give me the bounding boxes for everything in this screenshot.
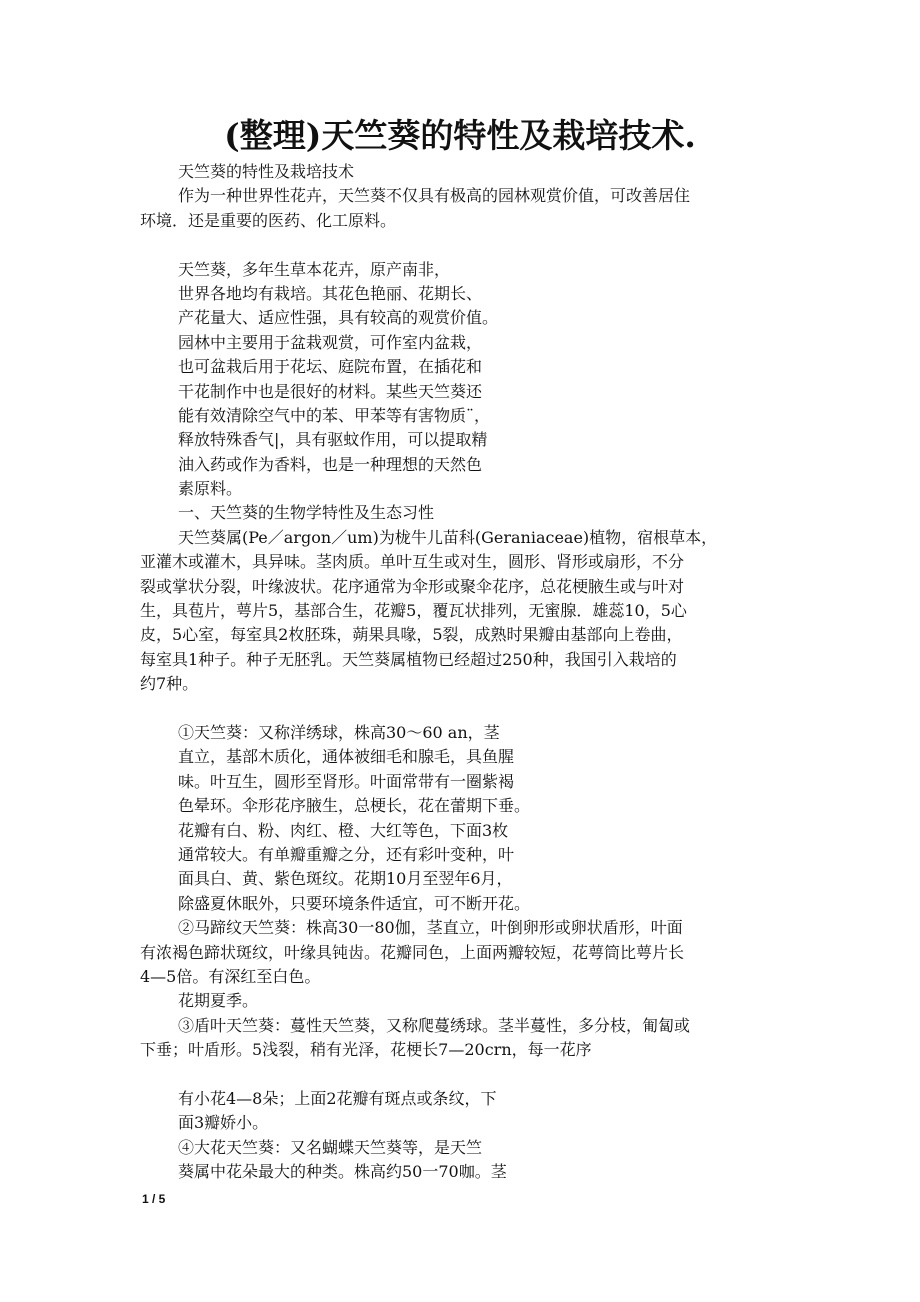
document-body xyxy=(140,160,772,1184)
paragraph-line: 世界各地均有栽培。其花色艳丽、花期长、 xyxy=(178,283,483,303)
subtitle-line: 天竺葵的特性及栽培技术 xyxy=(178,162,355,181)
blank-line xyxy=(140,233,772,257)
paragraph-line: 味。叶互生，圆形至肾形。叶面常带有一圈紫褐 xyxy=(178,771,515,791)
paragraph-line: ④大花天竺葵：又名蝴蝶天竺葵等，是天竺 xyxy=(178,1137,483,1157)
paragraph-line: 色晕环。伞形花序腋生，总梗长，花在蕾期下垂。 xyxy=(178,796,531,816)
paragraph-line: 通常较大。有单瓣重瓣之分，还有彩叶变种，叶 xyxy=(178,844,515,864)
paragraph-line: 环境．还是重要的医药、化工原料。 xyxy=(140,210,397,230)
page-number: 1 / 5 xyxy=(142,1192,166,1206)
paragraph-line: 葵属中花朵最大的种类。株高约50一70咖。茎 xyxy=(178,1162,507,1182)
paragraph-line: 也可盆栽后用于花坛、庭院布置，在插花和 xyxy=(178,357,483,377)
paragraph-line: 4—5倍。有深红至白色。 xyxy=(140,966,321,986)
paragraph-line: 天竺葵，多年生草本花卉，原产南非， xyxy=(178,259,451,279)
paragraph-line: 有浓褐色蹄状斑纹，叶缘具钝齿。花瓣同色，上面两瓣较短，花萼筒比萼片长 xyxy=(140,942,685,962)
paragraph-line: 花期夏季。 xyxy=(178,991,259,1011)
paragraph-line: 素原料。 xyxy=(178,479,243,499)
paragraph-line: 能有效清除空气中的苯、甲苯等有害物质¨， xyxy=(178,405,491,425)
paragraph-line: ②马蹄纹天竺葵：株高30一80伽，茎直立，叶倒卵形或卵状盾形，叶面 xyxy=(178,918,683,938)
blank-line xyxy=(140,697,772,721)
document-title: (整理)天竺葵的特性及栽培技术. xyxy=(224,116,696,155)
paragraph-line: 生，具苞片，萼片5，基部合生，花瓣5，覆瓦状排列，无蜜腺．雄蕊10，5心 xyxy=(140,601,687,621)
paragraph-line: 油入药或作为香料，也是一种理想的天然色 xyxy=(178,454,483,474)
paragraph-line: ①天竺葵：又称洋绣球，株高30～60 an，茎 xyxy=(178,722,500,742)
paragraph-line: 释放特殊香气|，具有驱蚊作用，可以提取精 xyxy=(178,430,488,450)
paragraph-line: 面3瓣娇小。 xyxy=(178,1113,269,1133)
paragraph-line: 除盛夏休眠外，只要环境条件适宜，可不断开花。 xyxy=(178,893,531,913)
section-heading: 一、天竺葵的生物学特性及生态习性 xyxy=(178,503,435,523)
paragraph-line: 有小花4—8朵；上面2花瓣有斑点或条纹，下 xyxy=(178,1088,497,1108)
paragraph-line: 产花量大、适应性强，具有较高的观赏价值。 xyxy=(178,308,499,328)
paragraph-line: 园林中主要用于盆栽观赏，可作室内盆栽， xyxy=(178,332,483,352)
paragraph-line: 裂或掌状分裂，叶缘波状。花序通常为伞形或聚伞花序，总花梗腋生或与叶对 xyxy=(140,576,685,596)
paragraph-line: 皮，5心室，每室具2枚胚珠，蒴果具喙，5裂，成熟时果瓣由基部向上卷曲， xyxy=(140,625,683,645)
paragraph-line: ③盾叶天竺葵：蔓性天竺葵，又称爬蔓绣球。茎半蔓性，多分枝，匍匐或 xyxy=(178,1015,691,1035)
paragraph-line: 每室具1种子。种子无胚乳。天竺葵属植物已经超过250种，我国引入栽培的 xyxy=(140,649,677,669)
paragraph-line: 直立，基部木质化，通体被细毛和腺毛，具鱼腥 xyxy=(178,747,515,767)
paragraph-line: 作为一种世界性花卉，天竺葵不仅具有极高的园林观赏价值，可改善居住 xyxy=(178,186,691,206)
paragraph-line: 约7种。 xyxy=(140,674,199,694)
paragraph-line: 花瓣有白、粉、肉红、橙、大红等色，下面3枚 xyxy=(178,820,509,840)
paragraph-line: 下垂；叶盾形。5浅裂，稍有光泽，花梗长7—20crn，每一花序 xyxy=(140,1040,592,1060)
paragraph-line: 天竺葵属(Pe／argon／um)为栊牛儿苗科(Geraniaceae)植物，宿根草本， xyxy=(178,527,718,547)
paragraph-line: 面具白、黄、紫色斑纹。花期10月至翌年6月， xyxy=(178,869,513,889)
paragraph-line: 亚灌木或灌木，具异味。茎肉质。单叶互生或对生，圆形、肾形或扇形，不分 xyxy=(140,552,685,572)
blank-line xyxy=(140,1062,772,1086)
paragraph-line: 干花制作中也是很好的材料。某些天竺葵还 xyxy=(178,381,483,401)
